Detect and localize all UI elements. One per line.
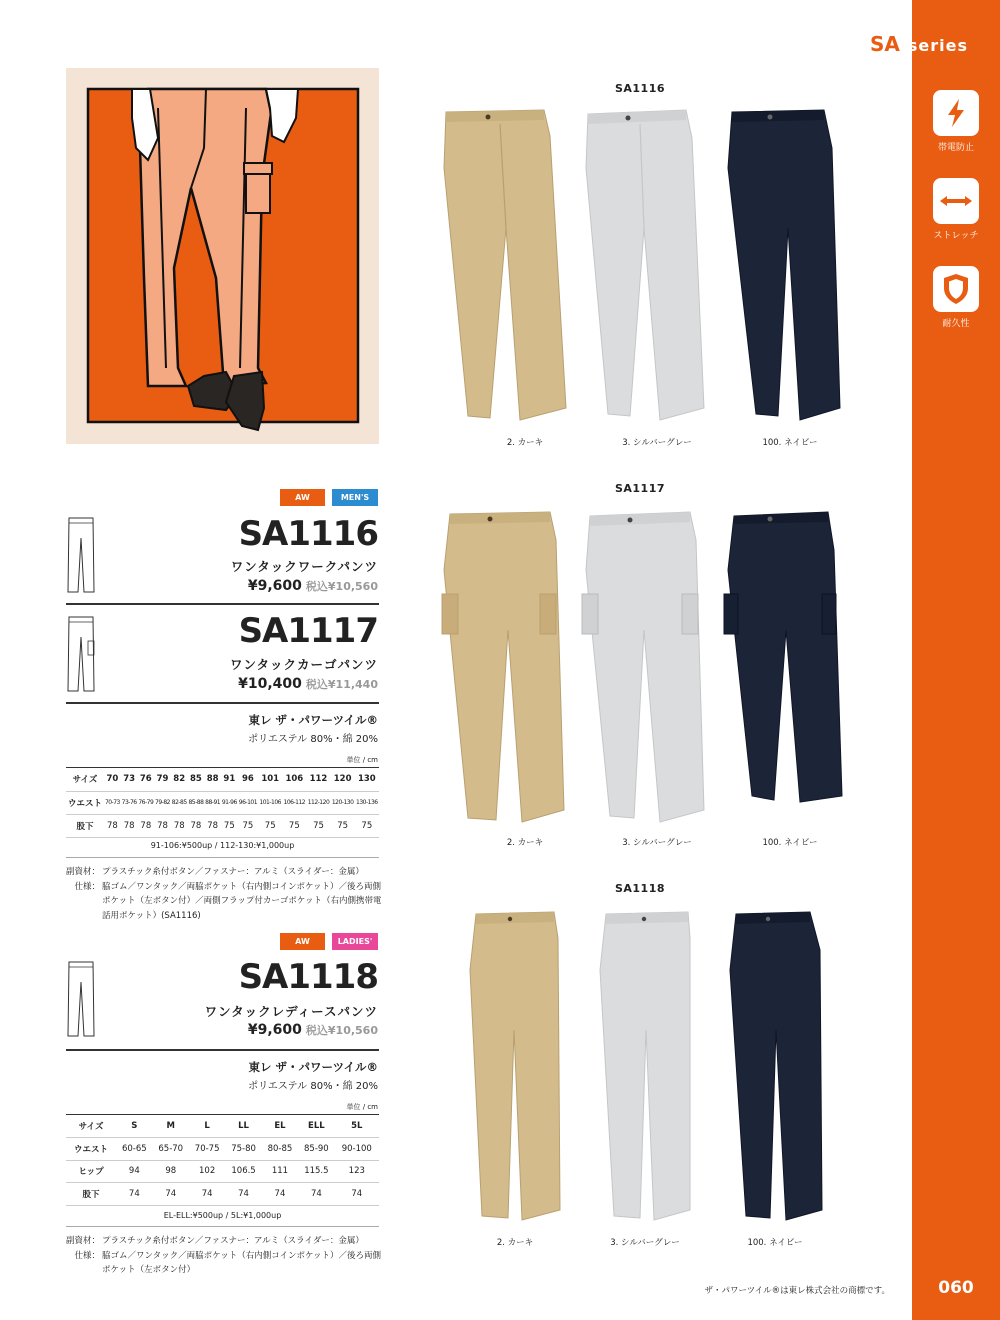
color-caption: 2. カーキ: [506, 838, 544, 848]
size-surcharge: 91-106:¥500up / 112-130:¥1,000up: [150, 841, 295, 850]
note-key: 仕様：: [74, 881, 100, 892]
cargo-photo-silver: [578, 510, 708, 826]
feature-stretch: [932, 178, 980, 241]
feature-label: 耐久性: [942, 319, 970, 329]
table-cell: EL: [262, 1115, 298, 1138]
table-row: [66, 814, 379, 837]
color-caption: 100. ネイビー: [747, 1238, 803, 1248]
table-cell: 98: [153, 1160, 189, 1183]
size-unit: 単位 / cm: [346, 1103, 378, 1111]
price: [248, 578, 378, 594]
table-cell: 78: [171, 814, 188, 837]
note-row: [66, 865, 382, 880]
table-cell: 75: [355, 814, 379, 837]
table-cell: ELL: [298, 1115, 334, 1138]
table-cell: 75: [306, 814, 330, 837]
table-cell: 74: [189, 1183, 225, 1206]
table-cell: 73: [121, 768, 138, 791]
table-cell: 120-130: [331, 791, 355, 814]
pants-photo-khaki: [440, 108, 570, 424]
divider: [66, 1049, 379, 1051]
size-table-mens: [66, 768, 379, 838]
table-row: [66, 1115, 379, 1138]
table-cell: 70: [104, 768, 121, 791]
table-cell: 79: [154, 768, 171, 791]
table-cell: 78: [154, 814, 171, 837]
note-value: プラスチック糸付ボタン／ファスナー：アルミ（スライダー：金属）: [102, 867, 364, 877]
price-with-tax: 税込¥10,560: [305, 1024, 378, 1037]
ladies-photo-navy: [724, 910, 834, 1226]
note-key: 副資材：: [66, 1236, 101, 1246]
series-prefix: SA: [870, 32, 900, 56]
divider: [66, 1226, 379, 1227]
table-cell: 101-106: [258, 791, 282, 814]
fabric-composition: ポリエステル 80%・綿 20%: [248, 734, 378, 745]
divider: [66, 603, 379, 605]
photo-group-title: SA1117: [614, 482, 666, 495]
feature-antistatic: [932, 90, 980, 153]
table-cell: 73-76: [121, 791, 138, 814]
photo-group-title: SA1118: [614, 882, 666, 895]
table-cell: 88: [204, 768, 221, 791]
price-with-tax: 税込¥11,440: [305, 678, 378, 691]
price: [238, 676, 378, 692]
table-cell: 85-88: [188, 791, 205, 814]
note-value: 脇ゴム／ワンタック／両脇ポケット（右内側コインポケット）／後ろ両側ポケット（左ボタン付）／両側フラップ付カーゴポケット（右内側携帯電話用ポケット）(SA1116): [102, 881, 382, 921]
color-caption: 2. カーキ: [506, 438, 544, 448]
table-cell: 91: [221, 768, 238, 791]
table-cell: L: [189, 1115, 225, 1138]
table-cell: 75-80: [225, 1138, 261, 1161]
table-cell: 106: [282, 768, 306, 791]
table-cell: 75: [282, 814, 306, 837]
table-cell: 123: [335, 1160, 379, 1183]
color-caption: 2. カーキ: [496, 1238, 534, 1248]
table-cell: 74: [335, 1183, 379, 1206]
series-suffix: series: [907, 36, 969, 55]
table-cell: S: [116, 1115, 152, 1138]
table-cell: 101: [258, 768, 282, 791]
row-header: サイズ: [66, 1115, 116, 1138]
table-cell: 106-112: [282, 791, 306, 814]
table-cell: 94: [116, 1160, 152, 1183]
table-cell: 80-85: [262, 1138, 298, 1161]
table-cell: 75: [331, 814, 355, 837]
table-cell: 70-75: [189, 1138, 225, 1161]
badge-aw: AW: [280, 933, 325, 950]
ladies-photo-khaki: [458, 910, 568, 1226]
feature-durability: [932, 266, 980, 329]
fabric-name: 東レ ザ・パワーツイル®: [248, 713, 378, 727]
stretch-arrows-icon: [933, 178, 979, 224]
table-cell: 74: [116, 1183, 152, 1206]
table-cell: 70-73: [104, 791, 121, 814]
pants-photo-navy: [716, 108, 846, 424]
table-cell: LL: [225, 1115, 261, 1138]
table-cell: 120: [331, 768, 355, 791]
table-cell: 115.5: [298, 1160, 334, 1183]
color-caption: 3. シルバーグレー: [610, 1238, 680, 1248]
feature-label: 帯電防止: [937, 143, 974, 153]
price-value: ¥9,600: [247, 578, 302, 594]
table-cell: 96: [238, 768, 258, 791]
table-cell: 130-136: [355, 791, 379, 814]
table-cell: 60-65: [116, 1138, 152, 1161]
table-cell: 76: [137, 768, 154, 791]
color-caption: 3. シルバーグレー: [622, 838, 692, 848]
model-number: SA1118: [238, 957, 378, 997]
price-with-tax: 税込¥10,560: [305, 580, 378, 593]
table-cell: 78: [188, 814, 205, 837]
series-title: [870, 32, 1000, 62]
table-cell: 75: [238, 814, 258, 837]
color-caption: 100. ネイビー: [762, 838, 818, 848]
fabric-name: 東レ ザ・パワーツイル®: [248, 1060, 378, 1074]
shield-icon: [933, 266, 979, 312]
table-cell: 5L: [335, 1115, 379, 1138]
table-row: [66, 1160, 379, 1183]
table-cell: 78: [137, 814, 154, 837]
table-cell: 74: [298, 1183, 334, 1206]
note-key: 仕様：: [74, 1250, 100, 1261]
table-cell: 85-90: [298, 1138, 334, 1161]
product-name: ワンタックワークパンツ: [230, 559, 378, 574]
table-cell: 78: [104, 814, 121, 837]
note-value: 脇ゴム／ワンタック／両脇ポケット（右内側コインポケット）／後ろ両側ポケット（左ボタン付）: [102, 1250, 382, 1275]
price-value: ¥10,400: [238, 676, 302, 692]
pants-photo-silver: [578, 108, 708, 424]
table-cell: 90-100: [335, 1138, 379, 1161]
cargo-photo-navy: [716, 510, 846, 826]
page-number: 060: [938, 1278, 974, 1298]
table-cell: 82-85: [171, 791, 188, 814]
table-cell: 74: [262, 1183, 298, 1206]
table-cell: 96-101: [238, 791, 258, 814]
row-header: サイズ: [66, 768, 104, 791]
table-cell: 106.5: [225, 1160, 261, 1183]
table-cell: 130: [355, 768, 379, 791]
badge-aw: AW: [280, 489, 325, 506]
table-cell: 102: [189, 1160, 225, 1183]
note-key: 副資材：: [66, 867, 101, 877]
model-number: SA1117: [238, 611, 378, 651]
table-cell: 75: [221, 814, 238, 837]
spec-notes: [66, 1234, 382, 1278]
size-surcharge: EL-ELL:¥500up / 5L:¥1,000up: [163, 1211, 282, 1220]
table-cell: 74: [225, 1183, 261, 1206]
cargo-photo-khaki: [440, 510, 570, 826]
fabric-composition: ポリエステル 80%・綿 20%: [248, 1081, 378, 1092]
row-header: ウエスト: [66, 791, 104, 814]
table-row: [66, 1138, 379, 1161]
table-cell: 88-91: [204, 791, 221, 814]
table-cell: 79-82: [154, 791, 171, 814]
spec-notes: [66, 865, 382, 923]
feature-label: ストレッチ: [933, 231, 979, 241]
ladies-photo-silver: [590, 910, 700, 1226]
table-row: [66, 768, 379, 791]
note-row: [66, 880, 382, 924]
table-cell: 74: [153, 1183, 189, 1206]
lightning-icon: [933, 90, 979, 136]
color-caption: 3. シルバーグレー: [622, 438, 692, 448]
table-row: [66, 791, 379, 814]
row-header: ヒップ: [66, 1160, 116, 1183]
table-cell: 112-120: [306, 791, 330, 814]
table-cell: 91-96: [221, 791, 238, 814]
sketch-sa1118: [66, 960, 96, 1038]
model-number: SA1116: [238, 514, 378, 554]
table-cell: 65-70: [153, 1138, 189, 1161]
product-name: ワンタックカーゴパンツ: [229, 657, 378, 672]
badge-ladies: LADIES': [332, 933, 378, 950]
table-cell: 82: [171, 768, 188, 791]
photo-group-title: SA1116: [614, 82, 666, 95]
price: [248, 1022, 378, 1038]
table-cell: 76-79: [137, 791, 154, 814]
table-cell: 75: [258, 814, 282, 837]
divider: [66, 857, 379, 858]
note-row: [66, 1249, 382, 1278]
note-row: [66, 1234, 382, 1249]
table-cell: 78: [121, 814, 138, 837]
trademark-note: ザ・パワーツイル®は東レ株式会社の商標です。: [704, 1286, 890, 1296]
table-cell: 78: [204, 814, 221, 837]
worker-illustration: [66, 68, 379, 444]
table-cell: M: [153, 1115, 189, 1138]
size-unit: 単位 / cm: [346, 756, 378, 764]
sketch-sa1116: [66, 516, 96, 594]
price-value: ¥9,600: [247, 1022, 302, 1038]
sketch-sa1117: [66, 615, 96, 693]
table-cell: 112: [306, 768, 330, 791]
color-caption: 100. ネイビー: [762, 438, 818, 448]
product-name: ワンタックレディースパンツ: [204, 1004, 378, 1019]
note-value: プラスチック糸付ボタン／ファスナー：アルミ（スライダー：金属）: [102, 1236, 364, 1246]
row-header: 股下: [66, 1183, 116, 1206]
divider: [66, 702, 379, 704]
row-header: 股下: [66, 814, 104, 837]
table-row: [66, 1183, 379, 1206]
row-header: ウエスト: [66, 1138, 116, 1161]
table-cell: 111: [262, 1160, 298, 1183]
badge-mens: MEN'S: [332, 489, 378, 506]
table-cell: 85: [188, 768, 205, 791]
size-table-ladies: [66, 1115, 379, 1206]
